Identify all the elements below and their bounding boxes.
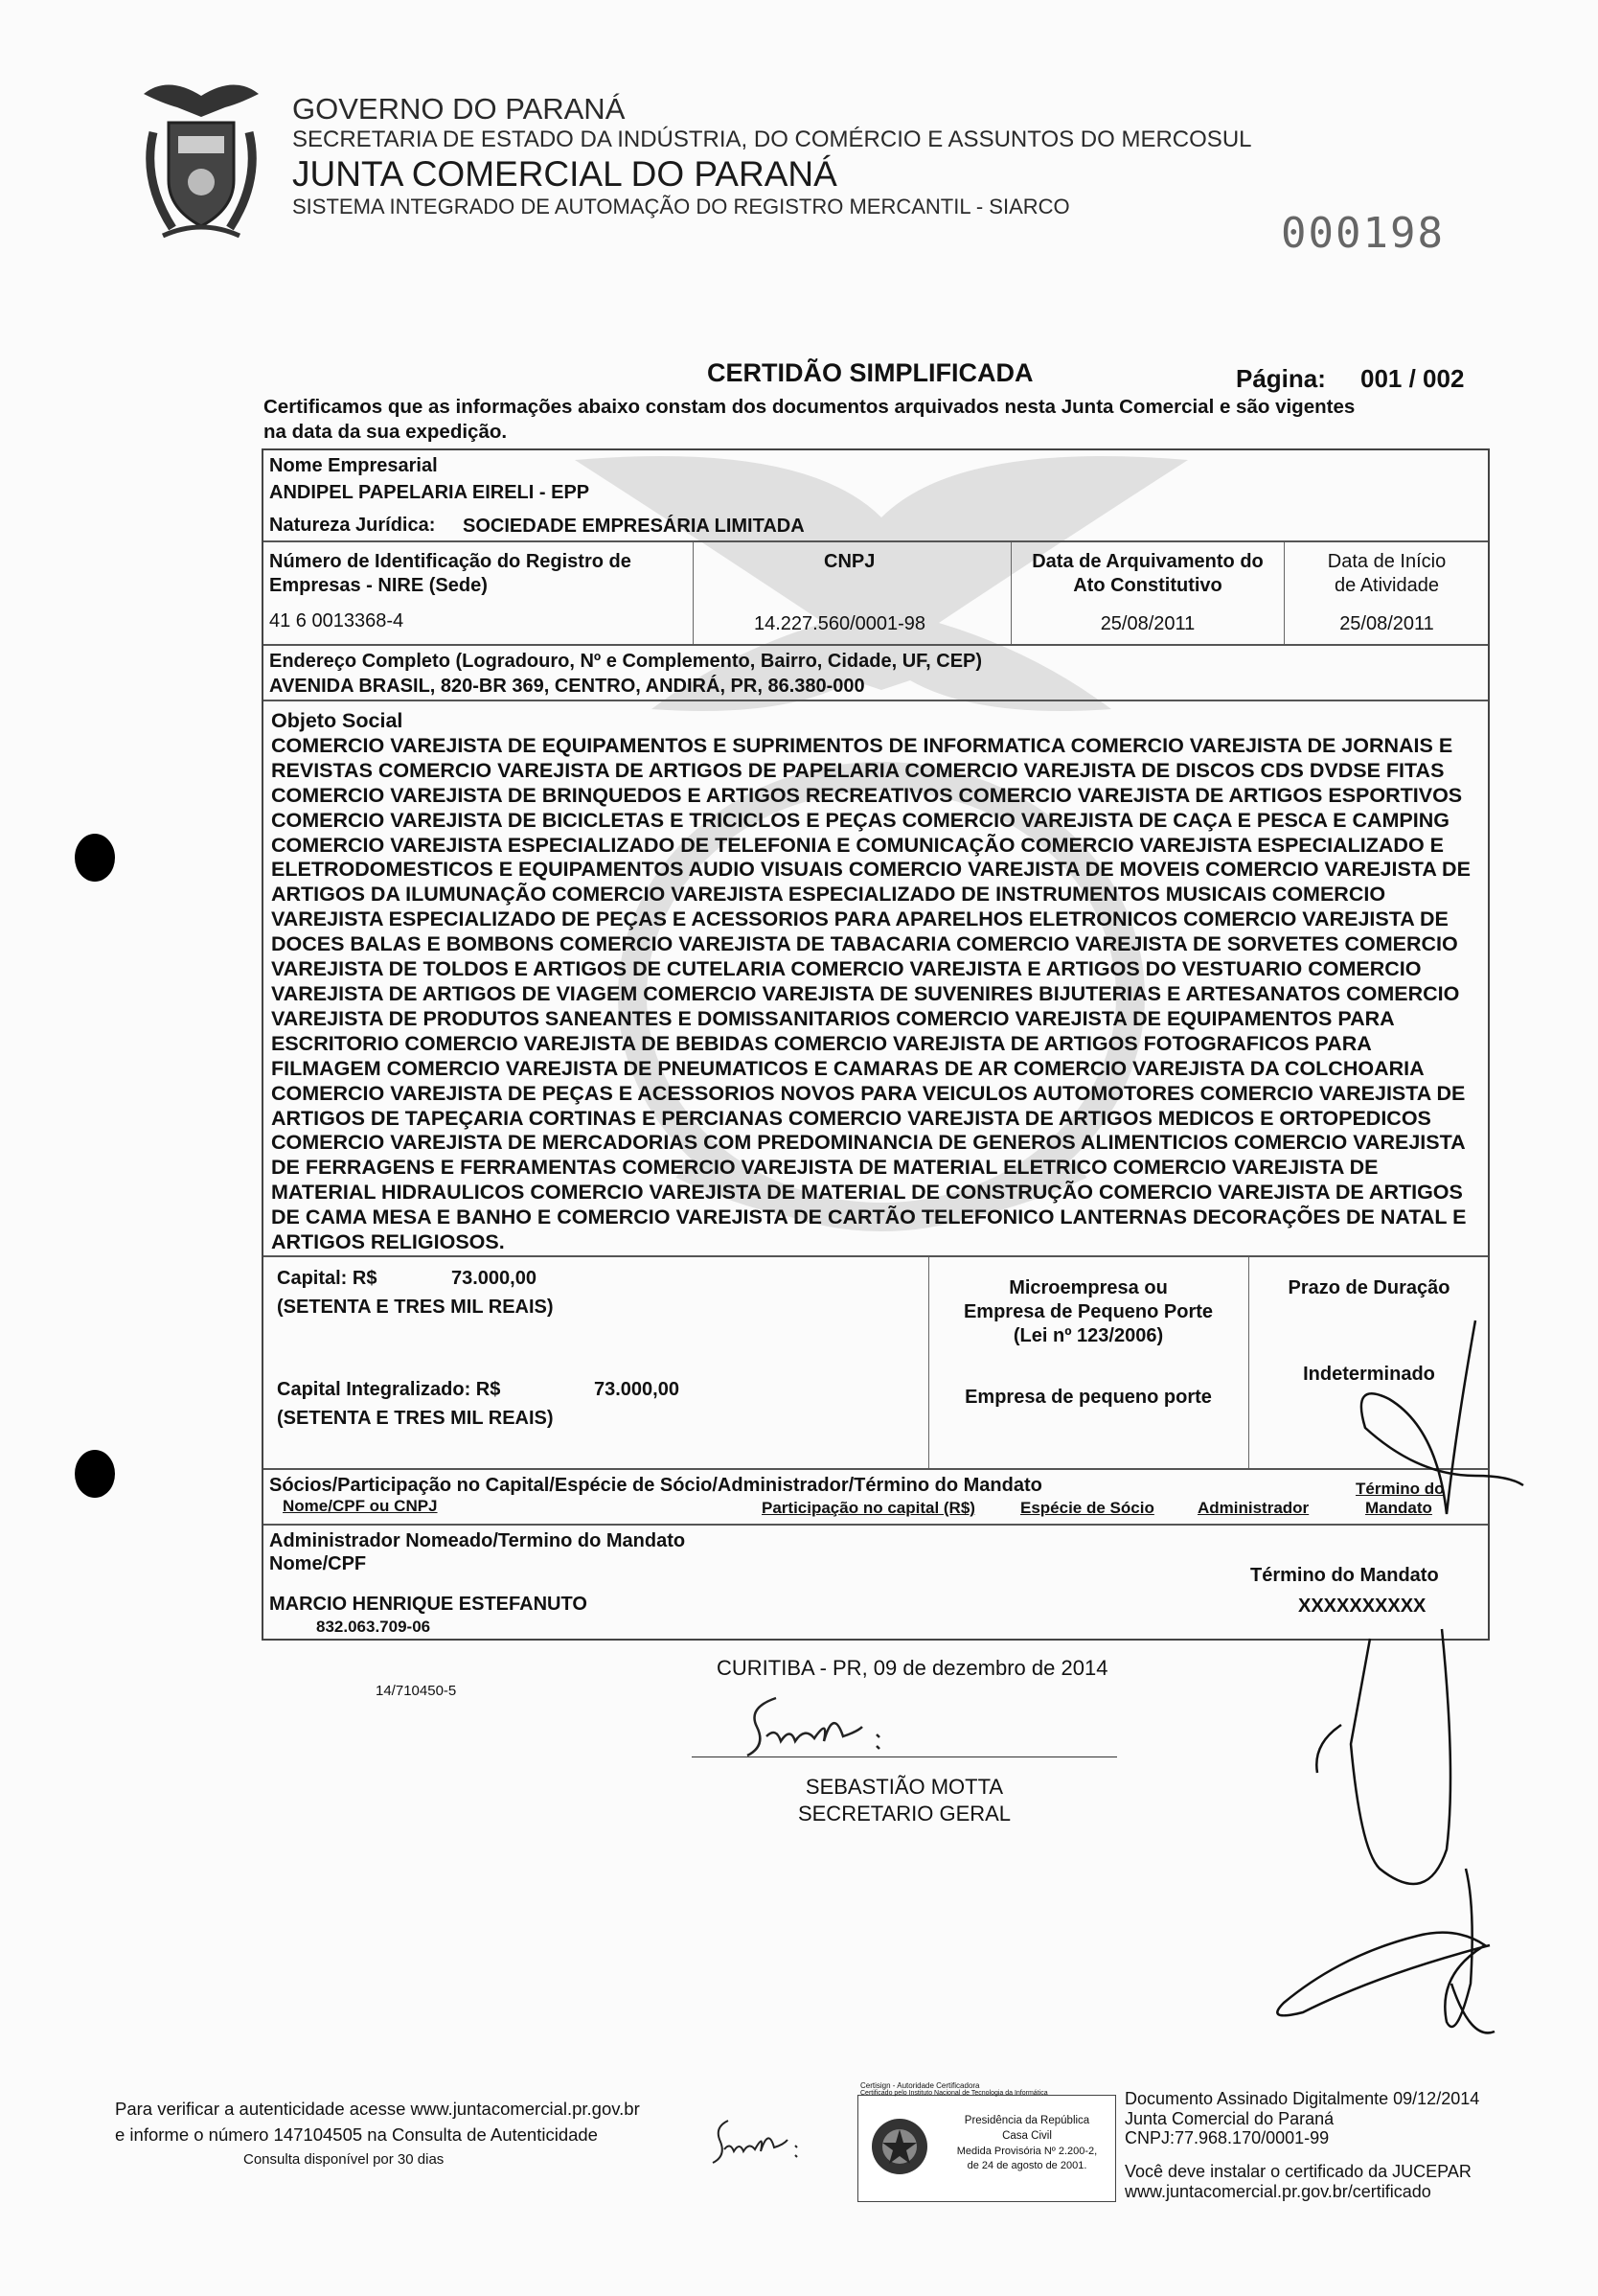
inicio-label-1: Data de Início <box>1327 551 1447 572</box>
administrador-termino-label: Término do Mandato <box>1250 1565 1439 1586</box>
administrador-cpf: 832.063.709-06 <box>316 1618 431 1636</box>
page-value: 001 / 002 <box>1360 364 1465 393</box>
administrador-nome: MARCIO HENRIQUE ESTEFANUTO <box>269 1594 587 1615</box>
certisign-box <box>857 2081 1116 2202</box>
signature-motta <box>738 1688 929 1760</box>
administrador-termino-value: XXXXXXXXXX <box>1298 1596 1427 1617</box>
natureza-value: SOCIEDADE EMPRESÁRIA LIMITADA <box>463 516 805 537</box>
objeto-line: ELETRODOMESTICOS E EQUIPAMENTOS AUDIO VISUAIS COMERCIO VAREJISTA DE MOVEIS COMERCIO VAREJISTA DE <box>271 858 1471 882</box>
socios-col-termino-1: Término do <box>1356 1480 1445 1498</box>
objeto-line: COMERCIO VAREJISTA DE MERCADORIAS COM PREDOMINANCIA DE GENEROS ALIMENTICIOS COMERCIO VAREJISTA <box>271 1131 1466 1155</box>
integralizado-extenso: (SETENTA E TRES MIL REAIS) <box>277 1408 554 1429</box>
objeto-label: Objeto Social <box>271 709 403 732</box>
objeto-social <box>271 709 1480 1255</box>
presidencia-line-3: Medida Provisória Nº 2.200-2, <box>956 2146 1098 2157</box>
socios-col-nome: Nome/CPF ou CNPJ <box>283 1497 438 1515</box>
porte-label-3: (Lei nº 123/2006) <box>1013 1325 1164 1346</box>
arquivamento-value: 25/08/2011 <box>1100 613 1196 634</box>
objeto-line: ARTIGOS DA ILUMUNAÇÃO COMERCIO VAREJISTA ESPECIALIZADO DE INSTRUMENTOS MUSICAIS COMERCIO <box>271 883 1386 907</box>
digital-line-3: CNPJ:77.968.170/0001-99 <box>1125 2128 1330 2147</box>
objeto-line: FILMAGEM COMERCIO VAREJISTA DE PNEUMATICOS E CAMARAS DE AR COMERCIO VAREJISTA DA COLCHOARIA <box>271 1056 1425 1080</box>
footer-verificar-2: e informe o número 147104505 na Consulta de Autenticidade <box>115 2124 598 2145</box>
objeto-line: DE CAMA MESA E BANHO E COMERCIO VAREJISTA DE CARTÃO TELEFONICO LANTERNAS DECORAÇÕES DE NATAL E <box>271 1205 1467 1229</box>
socios-col-especie: Espécie de Sócio <box>1020 1499 1154 1517</box>
objeto-row <box>263 700 1488 1257</box>
presidencia-line-1: Presidência da República <box>964 2115 1090 2126</box>
porte-value: Empresa de pequeno porte <box>965 1387 1212 1408</box>
signatory-role: SECRETARIO GERAL <box>797 1802 1012 1825</box>
objeto-lines <box>271 734 1480 1255</box>
porte-label-1: Microempresa ou <box>1009 1277 1168 1298</box>
prazo-value: Indeterminado <box>1303 1364 1435 1385</box>
objeto-line: ARTIGOS RELIGIOSOS. <box>271 1230 505 1254</box>
brazil-seal-icon <box>870 2117 929 2176</box>
integralizado-value: 73.000,00 <box>594 1379 679 1400</box>
objeto-line: ESCRITORIO COMERCIO VAREJISTA DE BEBIDAS COMERCIO VAREJISTA DE ARTIGOS FOTOGRAFICOS PARA <box>271 1031 1372 1055</box>
footer-verificar-1: Para verificar a autenticidade acesse www.juntacomercial.pr.gov.br <box>115 2099 640 2119</box>
nire-label-1: Número de Identificação do Registro de <box>269 551 631 572</box>
socios-col-termino-2: Mandato <box>1365 1499 1432 1517</box>
natureza-label: Natureza Jurídica: <box>269 515 436 536</box>
endereco-label: Endereço Completo (Logradouro, Nº e Complemento, Bairro, Cidade, UF, CEP) <box>269 651 983 672</box>
arquivamento-label-2: Ato Constitutivo <box>1073 575 1222 596</box>
objeto-line: VAREJISTA ESPECIALIZADO DE PEÇAS E ACESSORIOS PARA APARELHOS ELETRONICOS COMERCIO VAREJISTA DE <box>271 907 1449 931</box>
certisign-line-2: Certificado pelo Instituto Nacional de Tecnologia da Informática <box>860 2090 1048 2097</box>
footer-verificar-3: Consulta disponível por 30 dias <box>243 2151 445 2168</box>
objeto-line: REVISTAS COMERCIO VAREJISTA DE ARTIGOS DE PAPELARIA COMERCIO VAREJISTA DE DISCOS CDS DVDSE FITAS <box>271 758 1445 782</box>
capital-label: Capital: R$ <box>277 1268 377 1289</box>
handwritten-initials <box>1226 1313 1571 2060</box>
inicio-value: 25/08/2011 <box>1339 613 1434 634</box>
objeto-line: COMERCIO VAREJISTA DE BRINQUEDOS E ARTIGOS RECREATIVOS COMERCIO VAREJISTA DE ARTIGOS ESPORTIVOS <box>271 783 1463 807</box>
socios-title: Sócios/Participação no Capital/Espécie de Sócio/Administrador/Término do Mandato <box>269 1475 1042 1496</box>
header-junta: JUNTA COMERCIAL DO PARANÁ <box>292 154 837 194</box>
objeto-line: MATERIAL HIDRAULICOS COMERCIO VAREJISTA DE MATERIAL DE CONSTRUÇÃO COMERCIO VAREJISTA DE ARTIGOS <box>271 1181 1463 1205</box>
objeto-line: COMERCIO VAREJISTA DE EQUIPAMENTOS E SUPRIMENTOS DE INFORMATICA COMERCIO VAREJISTA DE JORNAIS E <box>271 733 1453 757</box>
punch-hole-top <box>75 834 115 882</box>
capital-value: 73.000,00 <box>451 1268 536 1289</box>
intro-line-1: Certificamos que as informações abaixo constam dos documentos arquivados nesta Junta Comercial e são vigentes <box>263 396 1356 418</box>
parana-coat-of-arms-icon <box>134 75 268 243</box>
punch-hole-bottom <box>75 1450 115 1498</box>
capital-extenso: (SETENTA E TRES MIL REAIS) <box>277 1297 554 1318</box>
cnpj-value: 14.227.560/0001-98 <box>754 613 926 634</box>
signatory-name: SEBASTIÃO MOTTA <box>805 1775 1004 1799</box>
socios-col-participacao: Participação no capital (R$) <box>762 1499 975 1517</box>
digital-line-5: www.juntacomercial.pr.gov.br/certificado <box>1125 2182 1431 2201</box>
prazo-label: Prazo de Duração <box>1288 1277 1450 1298</box>
inicio-label-2: de Atividade <box>1335 575 1439 596</box>
presidencia-line-4: de 24 de agosto de 2001. <box>967 2160 1087 2171</box>
signature-motta-small <box>709 2113 814 2166</box>
objeto-line: VAREJISTA DE ARTIGOS DE VIAGEM COMERCIO VAREJISTA DE SUVENIRES BIJUTERIAS E ARTESANATOS COMERCIO <box>271 981 1460 1005</box>
nome-empresarial-value: ANDIPEL PAPELARIA EIRELI - EPP <box>269 482 590 503</box>
presidencia-line-2: Casa Civil <box>1002 2130 1052 2142</box>
socios-col-admin: Administrador <box>1198 1499 1310 1517</box>
digital-line-1: Documento Assinado Digitalmente 09/12/2014 <box>1125 2089 1480 2108</box>
nire-value: 41 6 0013368-4 <box>269 610 404 631</box>
administrador-nome-cpf-label: Nome/CPF <box>269 1553 367 1574</box>
header-government: GOVERNO DO PARANÁ <box>292 92 626 126</box>
objeto-line: COMERCIO VAREJISTA DE PEÇAS E ACESSORIOS NOVOS PARA VEICULOS AUTOMOTORES COMERCIO VAREJISTA DE <box>271 1081 1466 1105</box>
nire-label-2: Empresas - NIRE (Sede) <box>269 575 488 596</box>
objeto-line: DOCES BALAS E BOMBONS COMERCIO VAREJISTA DE TABACARIA COMERCIO VAREJISTA DE SORVETES COMERCIO <box>271 932 1458 956</box>
document-number: 000198 <box>1281 209 1445 258</box>
arquivamento-label-1: Data de Arquivamento do <box>1032 551 1264 572</box>
protocolo-number: 14/710450-5 <box>376 1683 457 1699</box>
certidao-title: CERTIDÃO SIMPLIFICADA <box>707 358 1034 387</box>
endereco-row <box>263 644 1488 701</box>
intro-line-2: na data da sua expedição. <box>263 421 508 443</box>
local-data: CURITIBA - PR, 09 de dezembro de 2014 <box>717 1656 1108 1680</box>
page-label: Página: <box>1236 364 1326 393</box>
objeto-line: DE FERRAGENS E FERRAMENTAS COMERCIO VAREJISTA DE MATERIAL ELETRICO COMERCIO VAREJISTA DE <box>271 1156 1379 1180</box>
porte-label-2: Empresa de Pequeno Porte <box>963 1301 1214 1322</box>
certisign-line-1: Certisign - Autoridade Certificadora <box>860 2081 980 2090</box>
objeto-line: VAREJISTA DE PRODUTOS SANEANTES E DOMISSANITARIOS COMERCIO VAREJISTA DE EQUIPAMENTOS PARA <box>271 1006 1395 1030</box>
header-siarco: SISTEMA INTEGRADO DE AUTOMAÇÃO DO REGISTRO MERCANTIL - SIARCO <box>292 195 1070 218</box>
digital-line-4: Você deve instalar o certificado da JUCEPAR <box>1125 2162 1472 2181</box>
objeto-line: ARTIGOS DE TAPEÇARIA CORTINAS E PERCIANAS COMERCIO VAREJISTA DE ARTIGOS MEDICOS E ORTOPEDICOS <box>271 1106 1431 1130</box>
integralizado-label: Capital Integralizado: R$ <box>277 1379 501 1400</box>
endereco-value: AVENIDA BRASIL, 820-BR 369, CENTRO, ANDIRÁ, PR, 86.380-000 <box>269 676 865 697</box>
nome-empresarial-label: Nome Empresarial <box>269 455 438 476</box>
nire-row <box>263 540 1488 646</box>
objeto-line: COMERCIO VAREJISTA DE BICICLETAS E TRICICLOS E PEÇAS COMERCIO VAREJISTA DE CAÇA E PESCA E CAMPING <box>271 808 1450 832</box>
objeto-line: VAREJISTA DE TOLDOS E ARTIGOS DE CUTELARIA COMERCIO VAREJISTA E ARTIGOS DO VESTUARIO COMERCIO <box>271 957 1422 981</box>
cnpj-label: CNPJ <box>824 551 876 572</box>
digital-line-2: Junta Comercial do Paraná <box>1125 2109 1335 2128</box>
header-secretaria: SECRETARIA DE ESTADO DA INDÚSTRIA, DO COMÉRCIO E ASSUNTOS DO MERCOSUL <box>292 126 1252 152</box>
administrador-title: Administrador Nomeado/Termino do Mandato <box>269 1530 686 1551</box>
signature-line <box>692 1756 1117 1757</box>
objeto-line: COMERCIO VAREJISTA ESPECIALIZADO DE TELEFONIA E COMUNICAÇÃO COMERCIO VAREJISTA ESPECIALIZADO E <box>271 833 1444 857</box>
